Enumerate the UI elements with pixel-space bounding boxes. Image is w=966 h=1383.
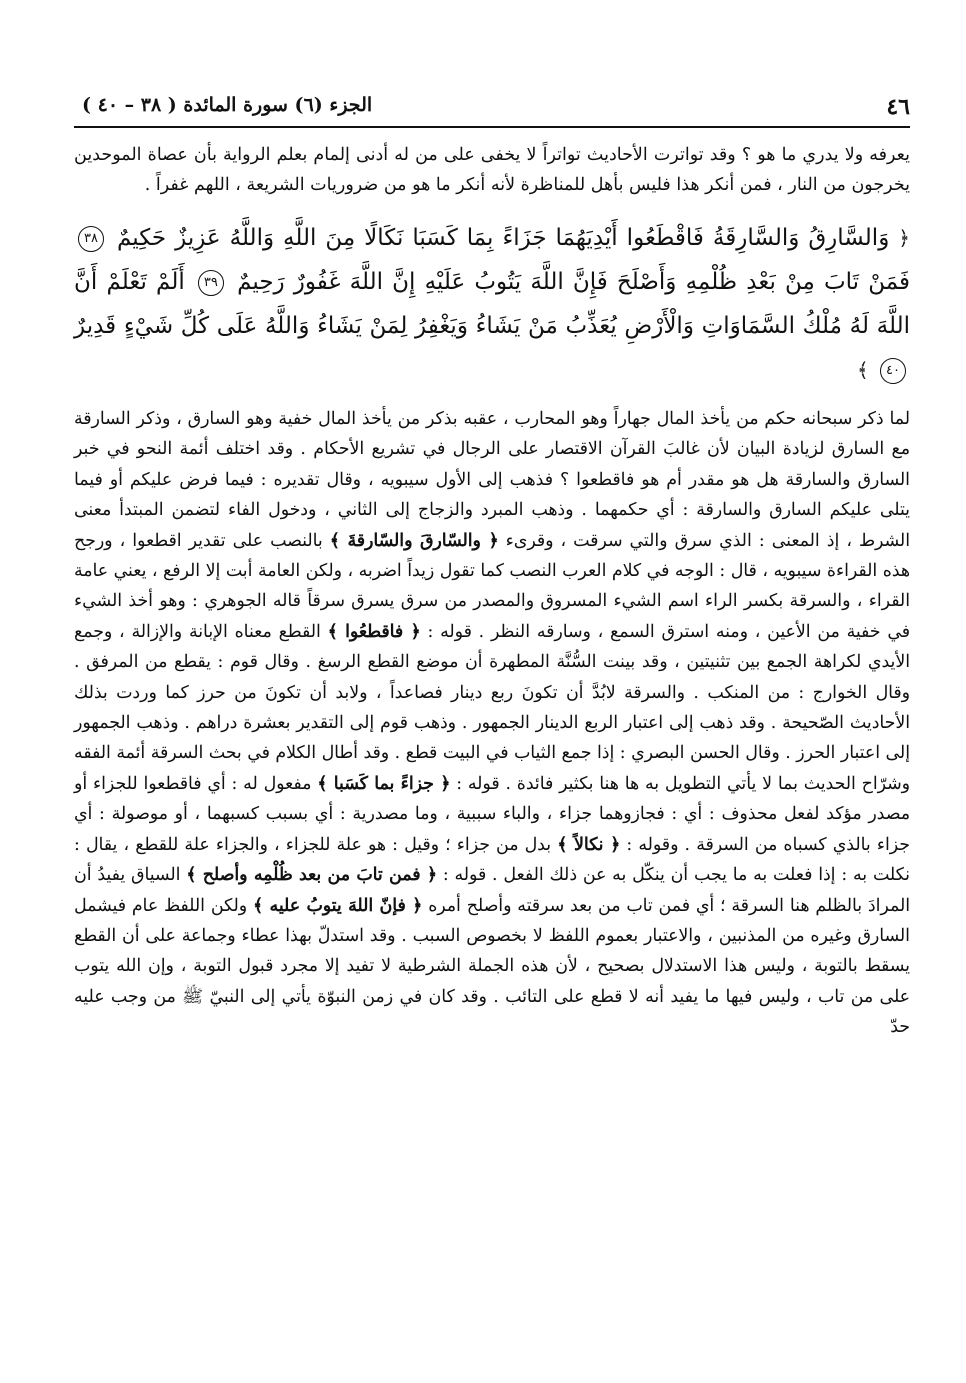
tafsir-text: مفعول له : أي فاقطعوا للجزاء أو مصدر مؤكد لفعل محذوف : أي : فجازوهما جزاء ، والباء سببية ، وما مصدرية : أي بسبب كسبهما ، أو موصولة : أي جزاء بالذي كسباه من السرقة . وقوله : xyxy=(74,773,910,855)
ayah-38: وَالسَّارِقُ وَالسَّارِقَةُ فَاقْطَعُوا أَيْدِيَهُمَا جَزَاءً بِمَا كَسَبَا نَكَالًا مِنَ اللَّهِ وَاللَّهُ عَزِيزٌ حَكِيمٌ xyxy=(116,225,890,251)
tafsir-body xyxy=(74,404,910,1043)
ayah-number-38: ٣٨ xyxy=(78,226,104,252)
quote-reading: ﴿ والسّارقَ والسّارقةَ ﴾ xyxy=(329,530,499,551)
tafsir-text: السياق يفيدُ أن المرادَ بالظلم هنا السرقة ؛ أي فمن تاب من بعد سرقته وأصلح أمره xyxy=(74,865,911,916)
quote-yatubu-alayh: ﴿ فإنّ اللهَ يتوبُ عليه ﴾ xyxy=(253,895,423,916)
tafsir-text: ولكن اللفظ عام فيشمل السارق وغيره من المذنبين ، والاعتبار بعموم اللفظ لا بخصوص السبب . وقد استدلّ بهذا عطاء وجماعة على أن القطع يسقط بالتوبة ، وليس هذا الاستدلال بصحيح ، لأن هذه الجملة الشرطية لا تفيد إلا مجرد قبول التوبة ، وإن الله يتوب على من تاب ، وليس فيها ما يفيد أنه لا قطع على التائب . وقد كان في زمن النبوّة يأتي إلى النبيّ ﷺ من وجب عليه حدّ xyxy=(74,895,910,1038)
verse-close-bracket: ﴾ xyxy=(856,358,869,382)
intro-paragraph xyxy=(74,140,910,200)
intro-text: يعرفه ولا يدري ما هو ؟ وقد تواترت الأحاديث تواتراً لا يخفى على من له أدنى إلمام بعلم الرواية بأن عصاة الموحدين يخرجون من النار ، فمن أنكر هذا فليس بأهل للمناظرة لأنه أنكر ما هو من ضروريات الشريعة ، اللهم غفراً . xyxy=(74,145,910,195)
quran-verse-block xyxy=(74,216,910,392)
tafsir-text: القطع معناه الإبانة والإزالة ، وجمع الأيدي لكراهة الجمع بين تثنيتين ، وقد بينت السُّنَّة المطهرة أن موضع القطع الرسغ . وقال قوم : يقطع من المرفق . وقال الخوارج : من المنكب . والسرقة لابُدَّ أن تكونَ ربع دينار فصاعداً ، ولابد أن تكونَ من حرز كما وردت بذلك الأحاديث الصّحيحة . وقد ذهب إلى اعتبار الربع الدينار الجمهور . وذهب قوم إلى التقدير بعشرة دراهم . وذهب الجمهور إلى اعتبار الحرز . وقال الحسن البصري : إذا جمع الثياب في البيت قطع . وقد أطال الكلام في بحث السرقة أئمة الفقه وشرّاح الحديث بما لا يأتي التطويل به ها هنا بكثير فائدة . قوله : xyxy=(74,621,911,794)
tafsir-text: بدل من جزاء ؛ وقيل : هو علة للجزاء ، والجزاء علة للقطع ، يقال : نكلت به : إذا فعلت به ما يجب أن ينكّل به عن ذلك الفعل . قوله : xyxy=(74,834,910,886)
book-page xyxy=(74,92,910,1043)
quote-jazaa: ﴿ جزاءً بما كَسَبا ﴾ xyxy=(317,773,451,794)
tafsir-text: لما ذكر سبحانه حكم من يأخذ المال جهاراً وهو المحارب ، عقبه بذكر من يأخذ المال خفية وهو السارق ، وذكر السارقة مع السارق لزيادة البيان لأن غالبَ القرآن الاقتصار على الرجال في تشريع الأحكام . وقد اختلف أئمة النحو في خبر السارق والسارقة هل هو مقدر أم هو فاقطعوا ؟ فذهب إلى الأول سيبويه ، وقال تقديره : فيما فرض عليكم أو فيما يتلى عليكم السارق والسارقة : أي حكمهما . وذهب المبرد والزجاج إلى الثاني ، ودخول الفاء لتضمن المبتدأ معنى الشرط ، إذ المعنى : الذي سرق والتي سرقت ، وقرىء xyxy=(74,409,910,551)
quote-nakalan: ﴿ نكالاً ﴾ xyxy=(557,834,621,855)
quote-faman-taba: ﴿ فمن تابَ من بعد ظُلْمِه وأصلح ﴾ xyxy=(186,865,437,886)
verse-open-bracket: ﴿ xyxy=(898,226,911,250)
header-rule xyxy=(74,126,910,128)
ayah-40: أَلَمْ تَعْلَمْ أَنَّ اللَّهَ لَهُ مُلْكُ السَّمَاوَاتِ وَالْأَرْضِ يُعَذِّبُ مَنْ يَشَاءُ وَيَغْفِرُ لِمَنْ يَشَاءُ وَاللَّهُ عَلَى كُلِّ شَيْءٍ قَدِيرٌ xyxy=(74,269,910,339)
ayah-39: فَمَنْ تَابَ مِنْ بَعْدِ ظُلْمِهِ وَأَصْلَحَ فَإِنَّ اللَّهَ يَتُوبُ عَلَيْهِ إِنَّ اللَّهَ غَفُورٌ رَحِيمٌ xyxy=(237,269,911,295)
page-header xyxy=(74,92,910,126)
page-number: ٤٦ xyxy=(886,94,910,120)
tafsir-text: بالنصب على تقدير اقطعوا ، ورجح هذه القراءة سيبويه ، قال : الوجه في كلام العرب النصب كما تقول زيداً اضربه ، ولكن العامة أبت إلا الرفع ، يعني عامة القراء ، والسرقة بكسر الراء اسم الشيء المسروق والمصدر من سرق يسرق سرقاً قاله الجوهري : وهو أخذ الشيء في خفية من الأعين ، ومنه استرق السمع ، وسارقه النظر . قوله : xyxy=(74,530,910,642)
running-head: الجزء (٦) سورة المائدة ( ٣٨ – ٤٠ ) xyxy=(82,94,373,116)
ayah-number-39: ٣٩ xyxy=(198,270,224,296)
ayah-number-40: ٤٠ xyxy=(880,358,906,384)
quote-faqtau: ﴿ فاقطعُوا ﴾ xyxy=(327,621,421,642)
tafsir-paragraph xyxy=(74,404,910,1043)
